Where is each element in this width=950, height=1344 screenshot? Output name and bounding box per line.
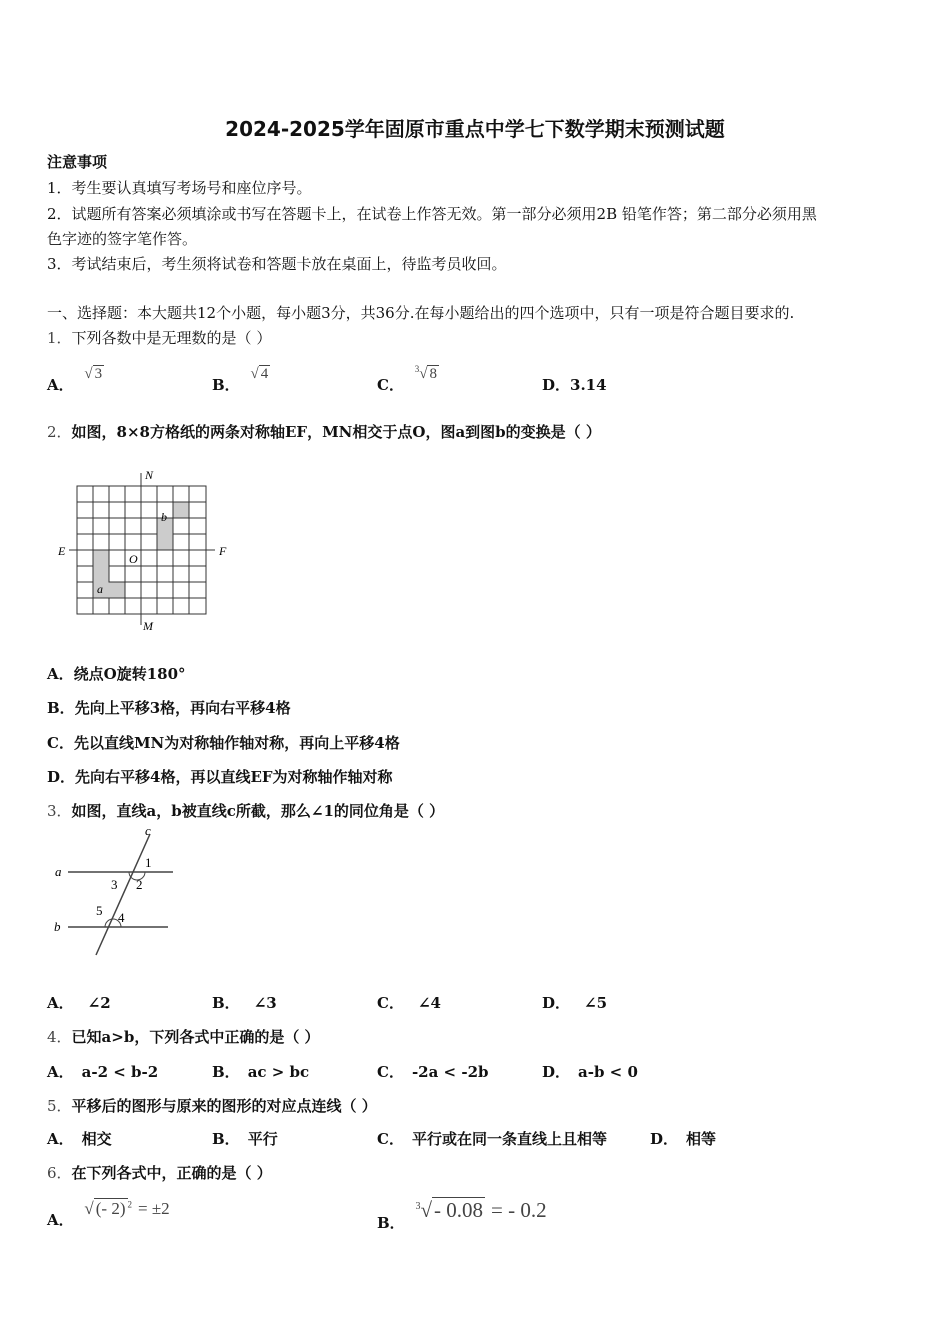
q6-option-b[interactable] bbox=[377, 1198, 547, 1232]
option-label: D． bbox=[650, 1130, 679, 1148]
label-c: c bbox=[145, 823, 151, 838]
option-text: 相等 bbox=[686, 1130, 717, 1148]
question-2 bbox=[47, 421, 601, 442]
question-1 bbox=[47, 327, 271, 348]
option-label: C． bbox=[377, 1063, 404, 1081]
option-b[interactable] bbox=[212, 366, 269, 395]
q2-option-d[interactable] bbox=[47, 766, 393, 787]
q3-option-b[interactable] bbox=[212, 992, 277, 1013]
question-number: 4． bbox=[47, 1028, 72, 1046]
notice-item: 3．考试结束后，考生须将试卷和答题卡放在桌面上，待监考员收回。 bbox=[47, 255, 507, 273]
option-label: C． bbox=[377, 994, 404, 1012]
question-number: 5． bbox=[47, 1097, 72, 1115]
q5-option-c[interactable] bbox=[377, 1128, 607, 1149]
angle-label-4: 4 bbox=[118, 910, 125, 925]
label-m: M bbox=[143, 619, 153, 633]
option-d[interactable] bbox=[542, 374, 607, 395]
q1-options bbox=[47, 364, 907, 394]
option-text: -2a < -2b bbox=[411, 1063, 489, 1081]
sqrt-expression: √ (- 2) $^2$ = ±2 bbox=[84, 1199, 170, 1218]
question-stem: 下列各数中是无理数的是（ ） bbox=[71, 329, 272, 347]
q5-option-d[interactable] bbox=[650, 1128, 716, 1149]
option-label: B． bbox=[47, 699, 75, 717]
notice-item: 色字迹的签字笔作答。 bbox=[47, 230, 198, 248]
cbrt-expression: $^3$√ 8 bbox=[414, 364, 437, 382]
option-text: 平行或在同一条直线上且相等 bbox=[411, 1130, 607, 1148]
option-label: B． bbox=[212, 994, 240, 1012]
grid-figure bbox=[55, 465, 240, 635]
option-text: 先向右平移4格，再以直线EF为对称轴作轴对称 bbox=[75, 768, 393, 786]
question-4 bbox=[47, 1026, 320, 1047]
option-label: A． bbox=[47, 994, 74, 1012]
label-n: N bbox=[145, 468, 154, 482]
angle-label-1: 1 bbox=[145, 855, 152, 870]
rhs: = ±2 bbox=[138, 1199, 170, 1218]
q2-option-a[interactable] bbox=[47, 663, 186, 684]
angle-label-3: 3 bbox=[111, 877, 118, 892]
option-label: D． bbox=[542, 1063, 571, 1081]
rhs: = - 0.2 bbox=[491, 1198, 547, 1222]
option-label: D． bbox=[542, 994, 571, 1012]
option-label: C． bbox=[47, 734, 74, 752]
option-label: B． bbox=[212, 1130, 240, 1148]
root-index: 3 bbox=[414, 364, 420, 374]
section-heading: 一、选择题：本大题共12个小题，每小题3分，共36分.在每小题给出的四个选项中，只有一项是符合题目要求的. bbox=[47, 304, 795, 322]
option-label: B． bbox=[212, 1063, 240, 1081]
label-f: F bbox=[219, 544, 227, 558]
label-a: a bbox=[55, 864, 62, 879]
option-text: ∠5 bbox=[584, 994, 608, 1012]
q5-option-b[interactable] bbox=[212, 1128, 278, 1149]
option-text: 相交 bbox=[81, 1130, 112, 1148]
question-stem: 已知a>b，下列各式中正确的是（ ） bbox=[71, 1028, 320, 1046]
question-number: 6． bbox=[47, 1164, 72, 1182]
option-text: a-b < 0 bbox=[578, 1063, 638, 1081]
option-label: D． bbox=[47, 768, 76, 786]
q4-option-a[interactable] bbox=[47, 1061, 158, 1082]
option-label: C． bbox=[377, 1130, 404, 1148]
label-b: b bbox=[161, 510, 167, 524]
option-label: C． bbox=[377, 376, 404, 394]
radicand: - 0.08 bbox=[434, 1198, 483, 1222]
option-label: A． bbox=[47, 665, 74, 683]
question-number: 2． bbox=[47, 423, 72, 441]
option-text: 平行 bbox=[247, 1130, 278, 1148]
line-c bbox=[96, 834, 150, 955]
notice-item: 2．试题所有答案必须填涂或书写在答题卡上，在试卷上作答无效。第一部分必须用2B 铅笔作答；第二部分必须用黑 bbox=[47, 205, 817, 223]
option-label: A． bbox=[47, 376, 74, 394]
q4-option-d[interactable] bbox=[542, 1061, 638, 1082]
root-index: 3 bbox=[415, 1201, 421, 1212]
option-text: 先向上平移3格，再向右平移4格 bbox=[74, 699, 291, 717]
page-title: 2024-2025学年固原市重点中学七下数学期末预测试题 bbox=[225, 117, 725, 141]
question-3 bbox=[47, 800, 444, 821]
question-5 bbox=[47, 1095, 377, 1116]
option-label: D． bbox=[542, 376, 571, 394]
question-stem: 如图，直线a，b被直线c所截，那么∠1的同位角是（ ） bbox=[71, 802, 445, 820]
option-text: 绕点O旋转180° bbox=[73, 665, 186, 683]
sqrt-expression: √ 4 bbox=[250, 366, 269, 382]
option-text: 3.14 bbox=[570, 376, 607, 394]
option-label: A． bbox=[47, 1211, 74, 1229]
question-stem: 如图，8×8方格纸的两条对称轴EF，MN相交于点O，图a到图b的变换是（ ） bbox=[71, 423, 601, 441]
option-text: 先以直线MN为对称轴作轴对称，再向上平移4格 bbox=[73, 734, 400, 752]
option-label: B． bbox=[377, 1214, 405, 1232]
question-6 bbox=[47, 1162, 272, 1183]
label-e: E bbox=[58, 544, 66, 558]
q4-option-c[interactable] bbox=[377, 1061, 489, 1082]
radicand: 8 bbox=[429, 366, 437, 382]
q3-option-d[interactable] bbox=[542, 992, 607, 1013]
option-label: B． bbox=[212, 376, 240, 394]
option-text: a-2 < b-2 bbox=[81, 1063, 159, 1081]
question-stem: 在下列各式中，正确的是（ ） bbox=[71, 1164, 272, 1182]
notice-heading: 注意事项 bbox=[47, 153, 108, 171]
notice-item: 1．考生要认真填写考场号和座位序号。 bbox=[47, 179, 312, 197]
radicand: 4 bbox=[260, 366, 269, 382]
q2-option-b[interactable] bbox=[47, 697, 291, 718]
q3-option-c[interactable] bbox=[377, 992, 441, 1013]
question-number: 3． bbox=[47, 802, 72, 820]
option-a[interactable] bbox=[47, 366, 103, 395]
option-text: ∠4 bbox=[417, 994, 441, 1012]
q2-option-c[interactable] bbox=[47, 732, 400, 753]
radicand: 3 bbox=[94, 366, 103, 382]
lines-figure bbox=[50, 822, 185, 962]
exponent: 2 bbox=[127, 1199, 132, 1210]
q3-option-a[interactable] bbox=[47, 992, 111, 1013]
question-stem: 平移后的图形与原来的图形的对应点连线（ ） bbox=[71, 1097, 377, 1115]
option-label: A． bbox=[47, 1063, 74, 1081]
q4-option-b[interactable] bbox=[212, 1061, 309, 1082]
sqrt-expression: √ 3 bbox=[84, 366, 103, 382]
option-label: A． bbox=[47, 1130, 74, 1148]
cbrt-expression: $^3$√- 0.08 = - 0.2 bbox=[415, 1198, 547, 1222]
q5-option-a[interactable] bbox=[47, 1128, 112, 1149]
option-text: ∠2 bbox=[87, 994, 111, 1012]
question-number: 1． bbox=[47, 329, 72, 347]
angle-label-5: 5 bbox=[96, 903, 103, 918]
label-a: a bbox=[97, 582, 103, 596]
angle-label-2: 2 bbox=[136, 877, 143, 892]
label-b: b bbox=[54, 919, 61, 934]
option-c[interactable] bbox=[377, 364, 437, 395]
radicand: (- 2) bbox=[95, 1199, 126, 1218]
option-text: ∠3 bbox=[253, 994, 277, 1012]
q6-option-a[interactable] bbox=[47, 1198, 170, 1229]
label-o: O bbox=[129, 552, 138, 566]
option-text: ac > bc bbox=[247, 1063, 310, 1081]
